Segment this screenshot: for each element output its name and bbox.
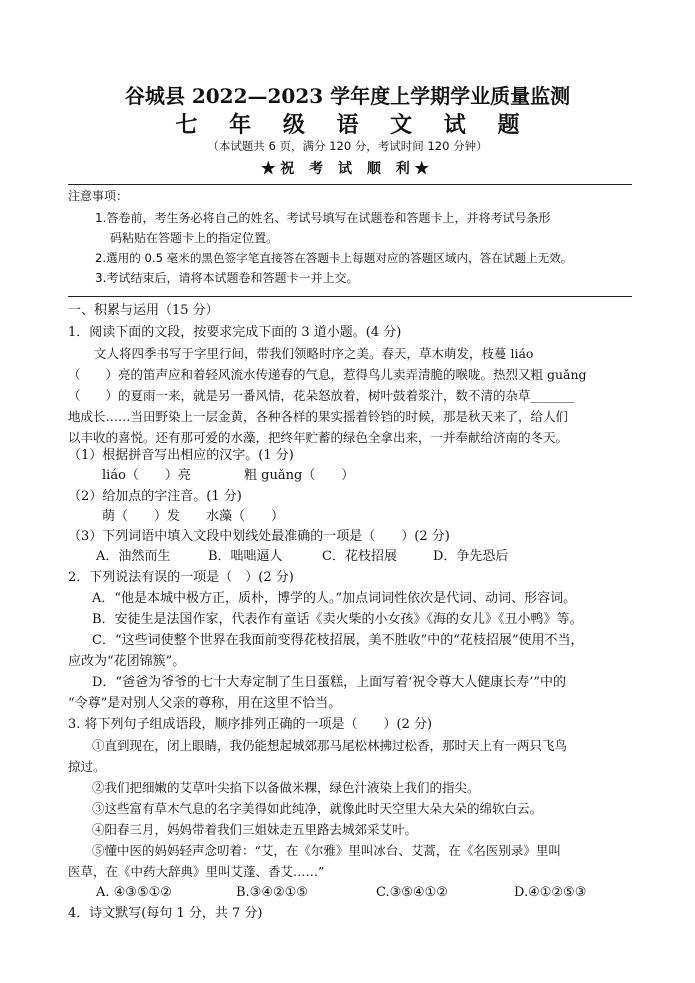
option-d: D.④①②⑤③ (514, 885, 587, 900)
notice-item: 2.選用的 0.5 毫米的黑色签字笔直接答在答题卡上每题对应的答题区域内，答在试题上无效。 (95, 251, 573, 265)
option-b: B.③④②①⑤ (236, 885, 308, 900)
notice-item: 3.考试结束后，请将本试题卷和答题卡一并上交。 (95, 271, 359, 285)
exam-wish: ★祝 考 试 顺 利★ (261, 161, 434, 177)
question-2-line: 应改为“花团锦簇”。 (68, 654, 186, 669)
notice-item: 码粘贴在答题卡上的指定位置。 (110, 231, 279, 245)
notice-divider (68, 296, 632, 297)
question-3-line: ①直到现在，闭上眼睛，我仍能想起城郊那马尾松林拂过松香，那时天上有一两只飞鸟 (92, 738, 568, 753)
notice-item: 1.答卷前，考生务必将自己的姓名、考试号填写在试题卷和答题卡上，并将考试号条形 (95, 211, 551, 225)
passage-line: 以丰收的喜悦。还有那可爱的水藻，把终年贮蓄的绿色全拿出来，一并奉献给济南的冬天。 (68, 430, 569, 445)
question-2-line: C．“这些词使整个世界在我面前变得花枝招展，美不胜收”中的“花枝招展”使用不当， (92, 633, 584, 648)
option-d: D．争先恐后 (433, 549, 509, 564)
pinyin-blank-a: liáo（ ）亮 (102, 468, 191, 483)
notice-heading: 注意事项： (68, 189, 129, 203)
option-a: A. ④③⑤①② (96, 885, 172, 900)
section-heading: 一、积累与运用（15 分） (68, 303, 219, 318)
question-3-line: 掠过。 (68, 759, 106, 774)
sub-question-stem: （3）下列词语中填入文段中划线处最准确的一项是（ ）(2 分) (68, 529, 450, 544)
question-3-line: ④阳春三月，妈妈带着我们三姐妹走五里路去城郊采艾叶。 (92, 822, 418, 837)
exam-subtitle: 七 年 级 语 文 试 题 (175, 112, 532, 138)
question-3-stem: 3. 将下列句子组成语段，顺序排列正确的一项是（ ）(2 分) (68, 717, 433, 732)
exam-title: 谷城县 2022—2023 学年度上学期学业质量监测 (124, 84, 571, 108)
question-3-line: ③这些富有草木气息的名字美得如此纯净，就像此时天空里大朵大朵的绵软白云。 (92, 801, 543, 816)
question-2-line: “令尊”是对别人父亲的尊称，用在这里不恰当。 (68, 696, 342, 711)
question-2-line: B．安徒生是法国作家，代表作有童话《卖火柴的小女孩》《海的女儿》《丑小鸭》等。 (92, 612, 583, 627)
pinyin-blank-b: 粗 guǎng（ ） (244, 468, 355, 483)
question-4-stem: 4．诗文默写(每句 1 分，共 7 分) (68, 906, 263, 921)
question-2-line: A．“他是本城中极方正，质朴，博学的人。”加点词词性依次是代词、动词、形容词。 (92, 591, 577, 606)
option-c: C．花枝招展 (322, 549, 397, 564)
question-3-line: ②我们把细嫩的艾草叶尖掐下以备做米粿，绿色汁液染上我们的指尖。 (92, 780, 480, 795)
option-b: B．咄咄逼人 (208, 549, 283, 564)
option-a: A．油然而生 (96, 549, 171, 564)
question-2-line: D．“爸爸为爷爷的七十大寿定制了生日蛋糕，上面写着‘祝令尊大人健康长寿’”中的 (92, 675, 566, 690)
passage-line: 地成长……当田野染上一层金黄，各种各样的果实摇着铃铛的时候，那是秋天来了，给人们 (68, 409, 569, 424)
question-1-stem: 1．阅读下面的文段，按要求完成下面的 3 道小题。(4 分) (68, 325, 402, 340)
phonetic-blank-b: 水藻（ ） (206, 509, 285, 524)
question-3-line: 医草，在《中药大辞典》里叫艾蓬、香艾……” (68, 864, 325, 879)
passage-line: 文人将四季书写于字里行间，带我们领略时序之美。春天，草木萌发，枝蔓 liáo (94, 346, 534, 361)
top-divider (68, 184, 632, 185)
passage-line: （ ）亮的笛声应和着轻风流水传递春的气息，惹得鸟儿卖弄清脆的喉咙。热烈又粗 guǎng (68, 367, 587, 382)
question-2-stem: 2．下列说法有误的一项是（ ）(2 分) (68, 570, 294, 585)
option-c: C.③⑤④①② (376, 885, 448, 900)
sub-question-stem: （2）给加点的字注音。(1 分) (68, 489, 242, 504)
phonetic-blank-a: 萌（ ）发 (102, 509, 181, 524)
question-3-line: ⑤懂中医的妈妈轻声念叨着：“艾，在《尔雅》里叫冰台、艾蒿，在《名医别录》里叫 (92, 843, 561, 858)
sub-question-stem: （1）根据拼音写出相应的汉字。(1 分) (68, 448, 294, 463)
passage-line: （ ）的夏雨一来，就是另一番风情，花朵怒放着，树叶鼓着浆汁，数不清的杂草_______ (68, 388, 575, 403)
exam-info: （本试题共 6 页，满分 120 分，考试时间 120 分钟） (207, 139, 488, 153)
